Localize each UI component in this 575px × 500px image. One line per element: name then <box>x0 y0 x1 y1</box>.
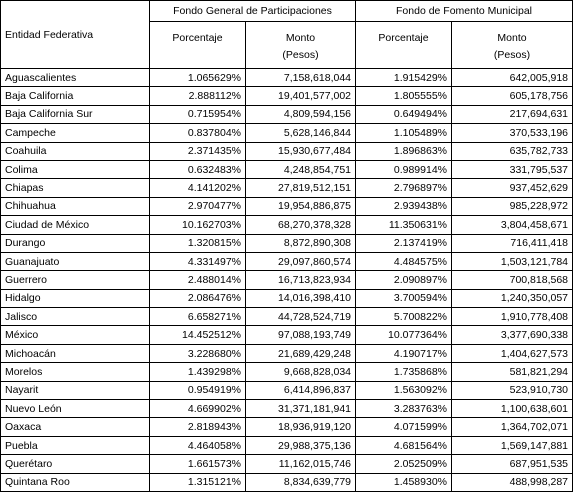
cell-fgp-monto: 9,668,828,034 <box>246 363 356 381</box>
cell-ffm-monto: 1,569,147,881 <box>452 436 573 454</box>
cell-entidad: Quintana Roo <box>1 473 150 491</box>
header-ffm-porcentaje: Porcentaje <box>356 22 452 49</box>
table-row <box>1 344 573 362</box>
cell-ffm-monto: 937,452,629 <box>452 179 573 197</box>
cell-entidad: Querétaro <box>1 455 150 473</box>
table-row <box>1 308 573 326</box>
header-entidad-federativa: Entidad Federativa <box>1 1 150 69</box>
cell-ffm-porcentaje: 4.681564% <box>356 436 452 454</box>
cell-entidad: Nuevo León <box>1 400 150 418</box>
cell-entidad: Hidalgo <box>1 289 150 307</box>
cell-entidad: Nayarit <box>1 381 150 399</box>
table-row <box>1 473 573 491</box>
cell-entidad: Chiapas <box>1 179 150 197</box>
cell-entidad: Aguascalientes <box>1 69 150 87</box>
cell-fgp-monto: 8,834,639,779 <box>246 473 356 491</box>
cell-fgp-monto: 14,016,398,410 <box>246 289 356 307</box>
cell-ffm-monto: 370,533,196 <box>452 124 573 142</box>
cell-ffm-porcentaje: 1.805555% <box>356 87 452 105</box>
cell-fgp-monto: 21,689,429,248 <box>246 344 356 362</box>
table-header <box>1 1 573 69</box>
cell-ffm-porcentaje: 10.077364% <box>356 326 452 344</box>
cell-entidad: Ciudad de México <box>1 216 150 234</box>
cell-entidad: México <box>1 326 150 344</box>
cell-entidad: Oaxaca <box>1 418 150 436</box>
table-row <box>1 436 573 454</box>
cell-ffm-monto: 1,910,778,408 <box>452 308 573 326</box>
cell-ffm-porcentaje: 3.283763% <box>356 400 452 418</box>
cell-fgp-porcentaje: 2.371435% <box>150 142 246 160</box>
cell-ffm-porcentaje: 2.052509% <box>356 455 452 473</box>
cell-ffm-monto: 1,404,627,573 <box>452 344 573 362</box>
cell-ffm-porcentaje: 0.649494% <box>356 105 452 123</box>
table-row <box>1 455 573 473</box>
cell-entidad: Baja California <box>1 87 150 105</box>
cell-entidad: Coahuila <box>1 142 150 160</box>
cell-entidad: Colima <box>1 160 150 178</box>
table-row <box>1 216 573 234</box>
cell-fgp-porcentaje: 1.320815% <box>150 234 246 252</box>
table-row <box>1 289 573 307</box>
cell-ffm-monto: 3,377,690,338 <box>452 326 573 344</box>
cell-fgp-monto: 27,819,512,151 <box>246 179 356 197</box>
cell-entidad: Michoacán <box>1 344 150 362</box>
cell-fgp-porcentaje: 0.954919% <box>150 381 246 399</box>
cell-ffm-monto: 1,100,638,601 <box>452 400 573 418</box>
cell-fgp-monto: 19,401,577,002 <box>246 87 356 105</box>
cell-fgp-porcentaje: 1.439298% <box>150 363 246 381</box>
cell-fgp-monto: 19,954,886,875 <box>246 197 356 215</box>
cell-fgp-porcentaje: 2.488014% <box>150 271 246 289</box>
cell-ffm-porcentaje: 1.458930% <box>356 473 452 491</box>
cell-entidad: Morelos <box>1 363 150 381</box>
table-row <box>1 105 573 123</box>
cell-fgp-porcentaje: 14.452512% <box>150 326 246 344</box>
cell-ffm-monto: 687,951,535 <box>452 455 573 473</box>
cell-fgp-porcentaje: 3.228680% <box>150 344 246 362</box>
cell-ffm-monto: 642,005,918 <box>452 69 573 87</box>
cell-fgp-monto: 5,628,146,844 <box>246 124 356 142</box>
cell-entidad: Campeche <box>1 124 150 142</box>
header-fondo-fomento: Fondo de Fomento Municipal <box>356 1 573 22</box>
header-ffm-porcentaje-spacer <box>356 48 452 69</box>
cell-fgp-porcentaje: 4.331497% <box>150 252 246 270</box>
cell-fgp-porcentaje: 2.086476% <box>150 289 246 307</box>
cell-fgp-porcentaje: 0.715954% <box>150 105 246 123</box>
header-fgp-pesos: (Pesos) <box>246 48 356 69</box>
cell-ffm-porcentaje: 1.105489% <box>356 124 452 142</box>
cell-fgp-porcentaje: 2.818943% <box>150 418 246 436</box>
cell-fgp-porcentaje: 10.162703% <box>150 216 246 234</box>
cell-ffm-monto: 700,818,568 <box>452 271 573 289</box>
cell-fgp-porcentaje: 0.837804% <box>150 124 246 142</box>
cell-ffm-monto: 605,178,756 <box>452 87 573 105</box>
cell-ffm-porcentaje: 4.190717% <box>356 344 452 362</box>
cell-fgp-monto: 68,270,378,328 <box>246 216 356 234</box>
cell-ffm-porcentaje: 1.735868% <box>356 363 452 381</box>
cell-ffm-porcentaje: 2.939438% <box>356 197 452 215</box>
table-row <box>1 124 573 142</box>
header-fgp-porcentaje-spacer <box>150 48 246 69</box>
cell-ffm-monto: 1,503,121,784 <box>452 252 573 270</box>
cell-fgp-monto: 16,713,823,934 <box>246 271 356 289</box>
table-row <box>1 179 573 197</box>
header-ffm-pesos: (Pesos) <box>452 48 573 69</box>
cell-ffm-monto: 331,795,537 <box>452 160 573 178</box>
cell-fgp-porcentaje: 0.632483% <box>150 160 246 178</box>
cell-fgp-monto: 15,930,677,484 <box>246 142 356 160</box>
header-fgp-porcentaje: Porcentaje <box>150 22 246 49</box>
cell-fgp-monto: 18,936,919,120 <box>246 418 356 436</box>
cell-entidad: Puebla <box>1 436 150 454</box>
cell-ffm-monto: 581,821,294 <box>452 363 573 381</box>
cell-ffm-porcentaje: 4.071599% <box>356 418 452 436</box>
cell-ffm-porcentaje: 11.350631% <box>356 216 452 234</box>
cell-ffm-porcentaje: 1.896863% <box>356 142 452 160</box>
header-ffm-monto: Monto <box>452 22 573 49</box>
cell-entidad: Durango <box>1 234 150 252</box>
cell-fgp-monto: 11,162,015,746 <box>246 455 356 473</box>
cell-ffm-monto: 488,998,287 <box>452 473 573 491</box>
cell-ffm-porcentaje: 5.700822% <box>356 308 452 326</box>
cell-ffm-porcentaje: 1.915429% <box>356 69 452 87</box>
cell-fgp-porcentaje: 4.669902% <box>150 400 246 418</box>
table-row <box>1 400 573 418</box>
table-row <box>1 160 573 178</box>
cell-ffm-monto: 635,782,733 <box>452 142 573 160</box>
table-row <box>1 142 573 160</box>
cell-fgp-monto: 97,088,193,749 <box>246 326 356 344</box>
cell-fgp-porcentaje: 2.970477% <box>150 197 246 215</box>
header-fondo-general: Fondo General de Participaciones <box>150 1 356 22</box>
cell-fgp-monto: 7,158,618,044 <box>246 69 356 87</box>
cell-ffm-porcentaje: 0.989914% <box>356 160 452 178</box>
cell-ffm-porcentaje: 2.090897% <box>356 271 452 289</box>
cell-fgp-monto: 4,809,594,156 <box>246 105 356 123</box>
cell-ffm-monto: 1,240,350,057 <box>452 289 573 307</box>
header-fgp-monto: Monto <box>246 22 356 49</box>
cell-ffm-porcentaje: 2.137419% <box>356 234 452 252</box>
cell-fgp-porcentaje: 4.141202% <box>150 179 246 197</box>
table-row <box>1 271 573 289</box>
cell-ffm-monto: 985,228,972 <box>452 197 573 215</box>
cell-ffm-monto: 217,694,631 <box>452 105 573 123</box>
cell-ffm-porcentaje: 4.484575% <box>356 252 452 270</box>
table-row <box>1 69 573 87</box>
table-body <box>1 69 573 492</box>
table-row <box>1 87 573 105</box>
cell-fgp-porcentaje: 1.661573% <box>150 455 246 473</box>
table-row <box>1 234 573 252</box>
cell-entidad: Guanajuato <box>1 252 150 270</box>
cell-fgp-porcentaje: 4.464058% <box>150 436 246 454</box>
table-row <box>1 363 573 381</box>
cell-entidad: Chihuahua <box>1 197 150 215</box>
cell-ffm-porcentaje: 1.563092% <box>356 381 452 399</box>
table-row <box>1 326 573 344</box>
cell-ffm-monto: 523,910,730 <box>452 381 573 399</box>
cell-entidad: Baja California Sur <box>1 105 150 123</box>
cell-fgp-monto: 29,988,375,136 <box>246 436 356 454</box>
table-row <box>1 252 573 270</box>
cell-fgp-monto: 4,248,854,751 <box>246 160 356 178</box>
cell-fgp-monto: 44,728,524,719 <box>246 308 356 326</box>
cell-fgp-monto: 6,414,896,837 <box>246 381 356 399</box>
cell-fgp-monto: 8,872,890,308 <box>246 234 356 252</box>
cell-fgp-porcentaje: 6.658271% <box>150 308 246 326</box>
cell-fgp-porcentaje: 1.065629% <box>150 69 246 87</box>
cell-ffm-porcentaje: 2.796897% <box>356 179 452 197</box>
cell-fgp-monto: 29,097,860,574 <box>246 252 356 270</box>
cell-entidad: Guerrero <box>1 271 150 289</box>
cell-fgp-monto: 31,371,181,941 <box>246 400 356 418</box>
cell-fgp-porcentaje: 2.888112% <box>150 87 246 105</box>
cell-entidad: Jalisco <box>1 308 150 326</box>
cell-ffm-porcentaje: 3.700594% <box>356 289 452 307</box>
cell-ffm-monto: 716,411,418 <box>452 234 573 252</box>
cell-fgp-porcentaje: 1.315121% <box>150 473 246 491</box>
cell-ffm-monto: 1,364,702,071 <box>452 418 573 436</box>
table-row <box>1 381 573 399</box>
table-row <box>1 418 573 436</box>
cell-ffm-monto: 3,804,458,671 <box>452 216 573 234</box>
table-row <box>1 197 573 215</box>
